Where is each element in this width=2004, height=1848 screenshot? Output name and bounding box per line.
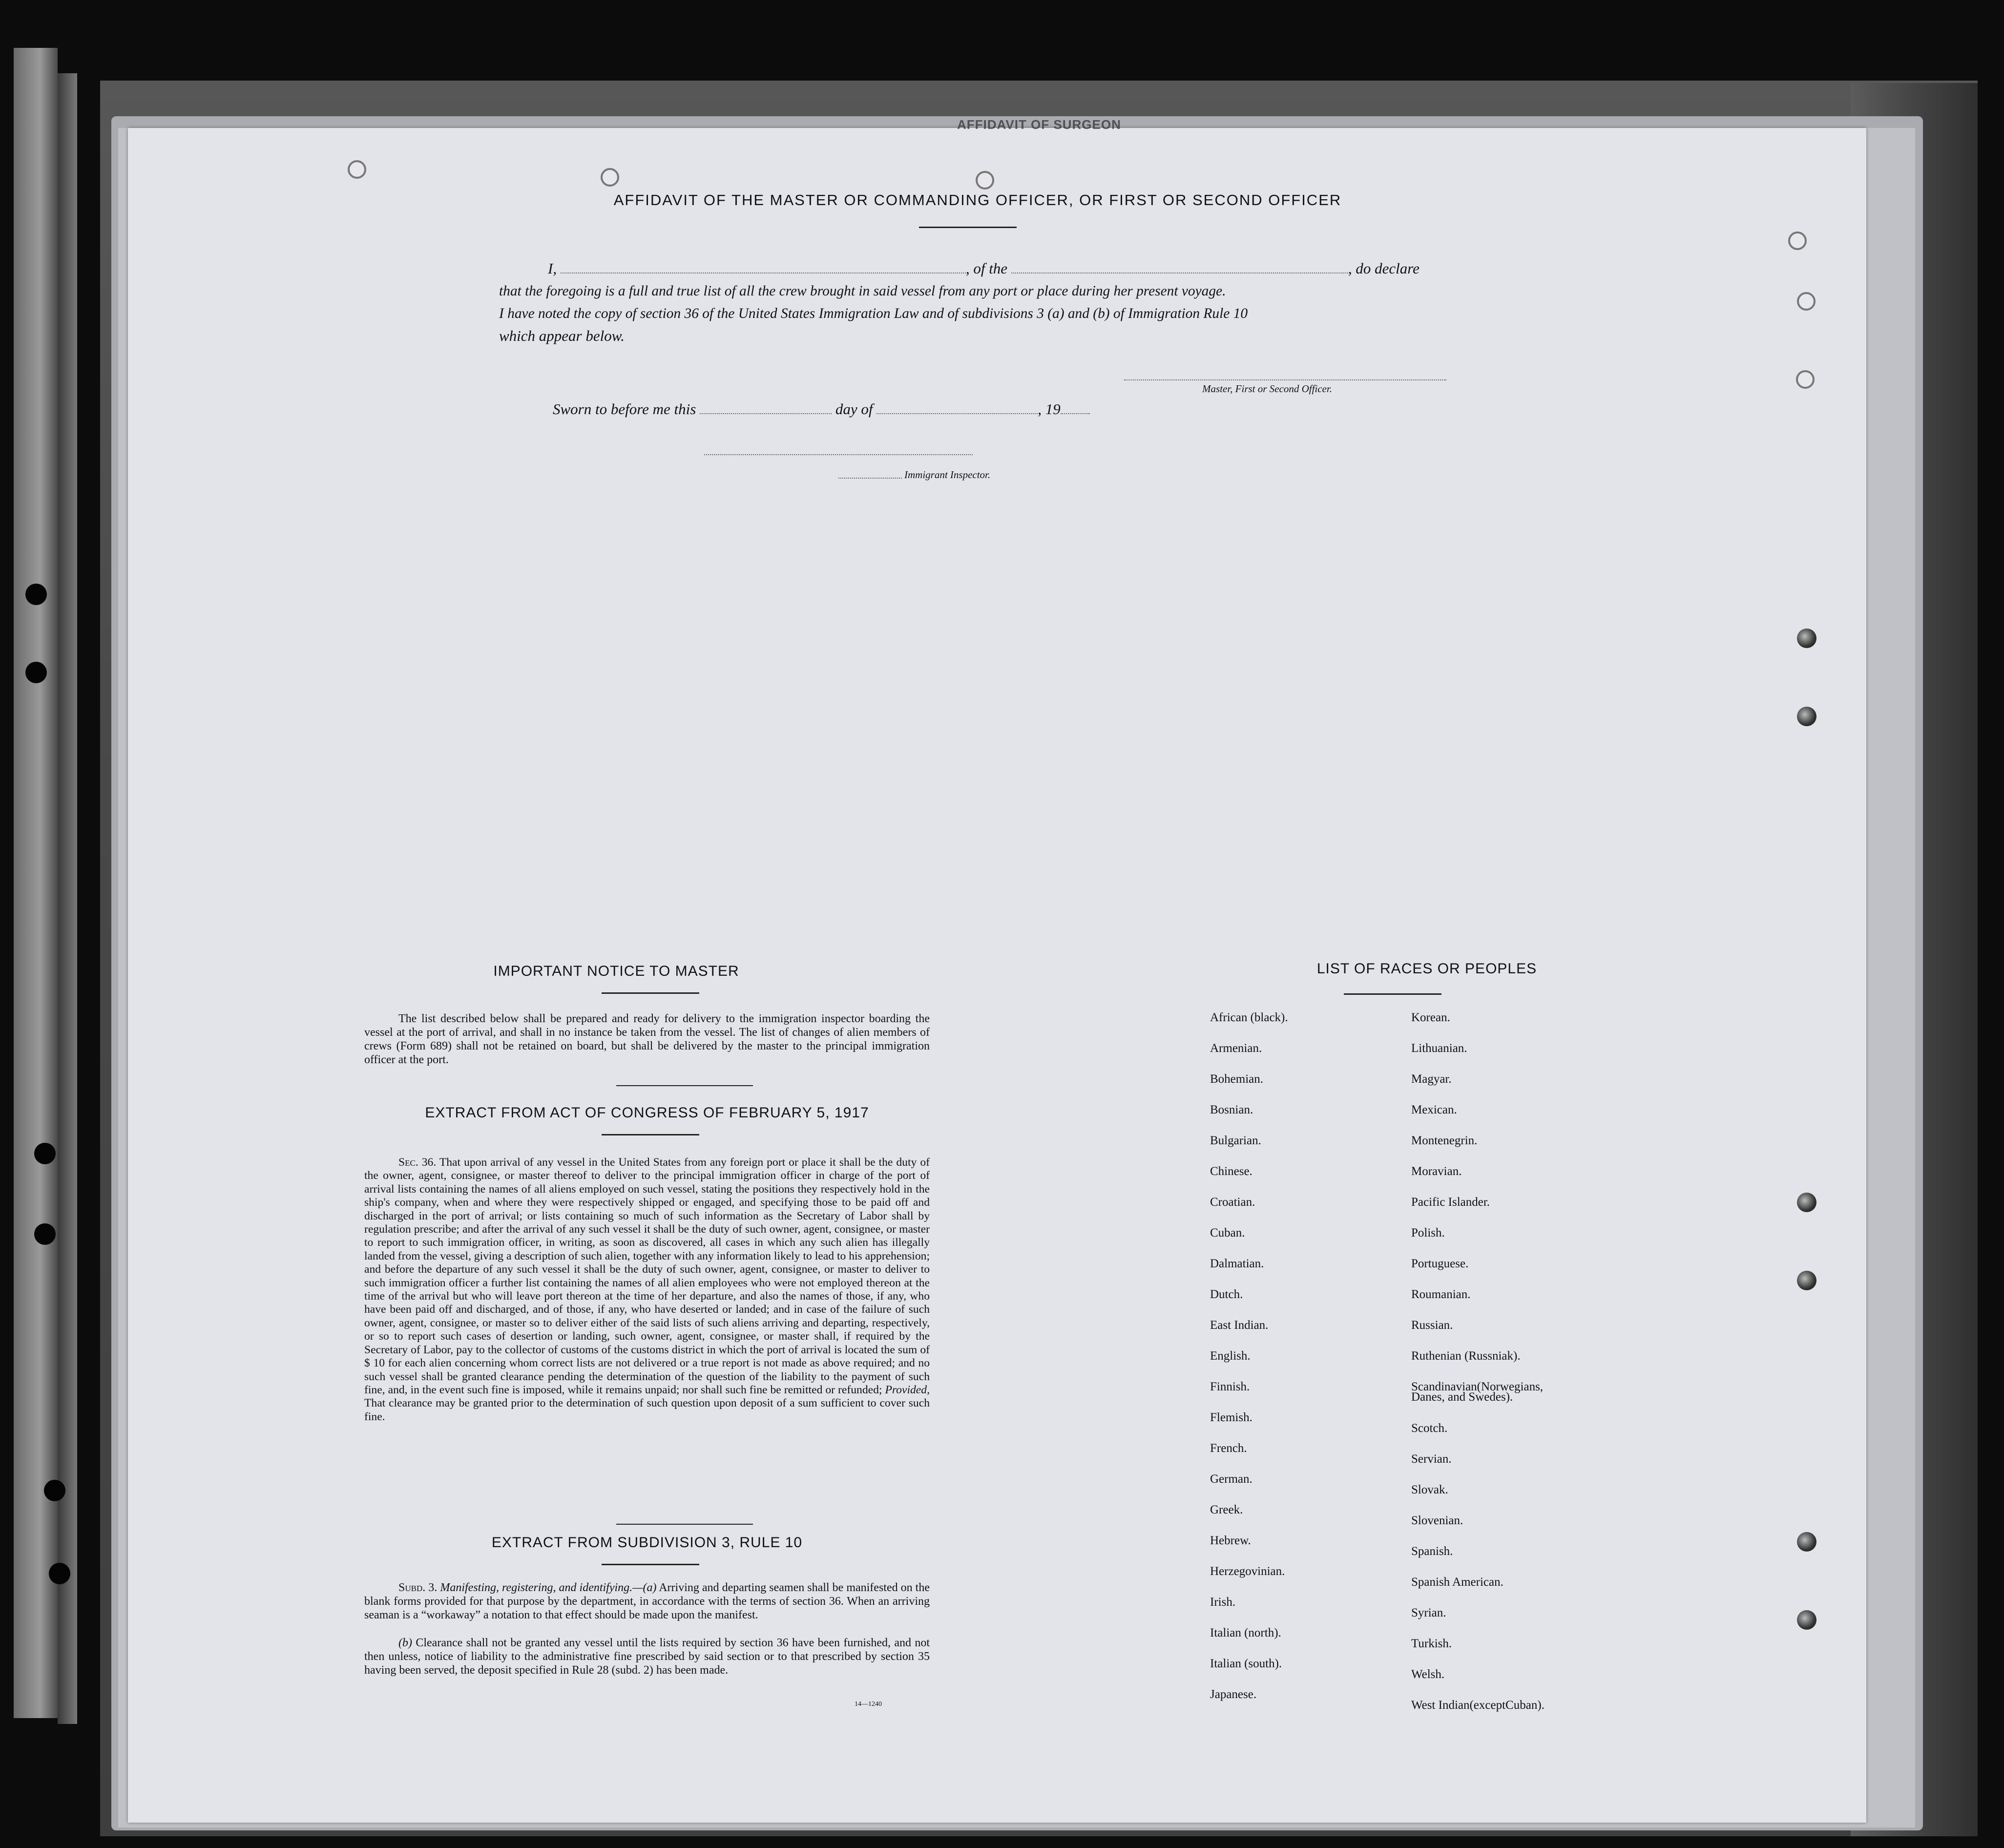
rule-subd-italic: Manifesting, registering, and identifying.—(a) [440, 1581, 657, 1594]
rule-b-text [364, 1636, 930, 1677]
race-item: Dalmatian. [1210, 1257, 1264, 1270]
race-item: Slovak. [1411, 1483, 1448, 1496]
race-item: Chinese. [1210, 1165, 1252, 1178]
affidavit-of-the: , of the [965, 260, 1008, 277]
rivet-icon [1797, 1193, 1816, 1212]
sworn-year-blank [1061, 413, 1090, 414]
inspector-label-lead [838, 478, 902, 479]
rule-subd-text [364, 1581, 930, 1622]
rule-b-body: Clearance shall not be granted any vessel until the lists required by section 36 have been furnished, and not then unless, notice of liability to the administrative fine prescribed by said section or to that prescribed by section 35 having been served, the deposit specified in Rule 28 (subd. 2) has been made. [364, 1637, 930, 1677]
act-section-text: That upon arrival of any vessel in the United States from any foreign port or place it shall be the duty of the owner, agent, consignee, or master thereof to deliver to the principal immigration officer in charge of the port of arrival lists containing the names of all aliens employed on such vessel, stating the positions they respectively hold in the ship's company, when and where they were respectively shipped or engaged, and specifying those to be paid off and discharged in the port of arrival; or lists containing so much of such information as the Secretary of Labor shall by regulation prescribe; and after the arrival of any such vessel it shall be the duty of such owner, agent, consignee, or master to report to such immigration officer, in writing, as soon as discovered, all cases in which any such alien has illegally landed from the vessel, giving a description of such alien, together with any information likely to lead to his apprehension; and before the departure of any such vessel it shall be the duty of such owner, agent, consignee, or master to deliver to such immigration officer a further list containing the names of all alien employees who were not employed thereon at the time of the arrival but who will leave port thereon at the time of her departure, and also the names of those, if any, who have been paid off and discharged, and of those, if any, who have deserted or landed; and in case of the failure of such owner, agent, consignee, or master so to deliver either of the said lists of such aliens arriving and departing, respectively, or so to report such cases of desertion or landing, such owner, agent, consignee, or master shall, if required by the Secretary of Labor, pay to the collector of customs of the customs district in which the port of arrival is located the sum of $ 10 for each alien concerning whom correct lists are not delivered or a true report is not made as above required; and no such vessel shall be granted clearance pending the determination of the question of the liability to the payment of such fine, and, in the event such fine is imposed, while it remains unpaid; nor shall such fine be remitted or refunded; [364, 1156, 930, 1396]
notice-divider [602, 992, 699, 994]
sworn-day-blank [700, 413, 832, 414]
adjacent-page-edge [14, 48, 58, 1718]
race-item: Magyar. [1411, 1072, 1452, 1086]
race-item: Montenegrin. [1411, 1134, 1478, 1147]
binding-ring-icon [1788, 231, 1807, 250]
affidavit-body [499, 257, 1466, 347]
race-item: East Indian. [1210, 1319, 1269, 1332]
affidavit-line-3: I have noted the copy of section 36 of the United States Immigration Law and of subdivisions 3 (a) and (b) of Immigration Rule 10 [499, 306, 1248, 321]
act-divider [602, 1134, 699, 1135]
race-item: Slovenian. [1411, 1514, 1463, 1527]
race-item: Scandinavian(Norwegians, [1411, 1380, 1544, 1393]
notice-text: The list described below shall be prepared and ready for delivery to the immigration inspector boarding the vessel at the port of arrival, and shall in no instance be taken from the vessel. The list of changes of alien members of crews (Form 689) shall not be retained on board, but shall be delivered by the master to the principal immigration officer at the port. [364, 1012, 930, 1066]
punch-hole [34, 1143, 56, 1164]
punch-hole [34, 1223, 56, 1245]
race-item: Spanish American. [1411, 1575, 1503, 1589]
race-item: Korean. [1411, 1011, 1450, 1024]
act-end-rule [616, 1524, 753, 1525]
race-item: Dutch. [1210, 1288, 1243, 1301]
race-item: Polish. [1411, 1226, 1445, 1239]
punch-hole [49, 1563, 70, 1584]
act-provided: Provided, [885, 1383, 930, 1396]
rule-subd-body: Arriving and departing seamen shall be manifested on the blank forms provided for that purpose by the department, in accordance with the terms of section 36. When an arriving seaman is a “workaway” a notation to that effect should be made upon the manifest. [364, 1581, 930, 1621]
race-item: French. [1210, 1442, 1247, 1455]
sworn-text: Sworn to before me this [553, 400, 696, 418]
affidavit-i: I, [548, 260, 557, 277]
race-item: Scotch. [1411, 1422, 1448, 1435]
affidavit-title: AFFIDAVIT OF THE MASTER OR COMMANDING OFFICER, OR FIRST OR SECOND OFFICER [613, 191, 1342, 209]
race-item: African (black). [1210, 1011, 1288, 1024]
act-title: EXTRACT FROM ACT OF CONGRESS OF FEBRUARY 5, 1917 [425, 1105, 869, 1121]
race-item: Bosnian. [1210, 1103, 1253, 1116]
rule-divider [602, 1564, 699, 1565]
binding-ring-icon [1797, 292, 1816, 311]
rivet-icon [1797, 629, 1816, 648]
races-divider [1344, 993, 1441, 995]
race-item: Portuguese. [1411, 1257, 1469, 1270]
notice-title: IMPORTANT NOTICE TO MASTER [493, 963, 739, 979]
signature-line [1124, 379, 1446, 380]
binding-ring-icon [976, 171, 994, 189]
race-item: Italian (south). [1210, 1657, 1282, 1670]
notice-end-rule [616, 1085, 753, 1086]
rivet-icon [1797, 1610, 1816, 1630]
race-item: Herzegovinian. [1210, 1565, 1285, 1578]
top-stamp: AFFIDAVIT OF SURGEON [957, 117, 1121, 132]
affidavit-line-4: which appear below. [499, 327, 625, 344]
race-item: West Indian(exceptCuban). [1411, 1699, 1545, 1712]
race-item: Irish. [1210, 1596, 1236, 1609]
race-item: Servian. [1411, 1452, 1452, 1466]
affidavit-do-declare: , do declare [1348, 260, 1420, 277]
rule-b-label: (b) [398, 1637, 412, 1649]
act-section-label: Sec. 36. [398, 1156, 437, 1169]
rule-subd-label: Subd. 3. [398, 1581, 438, 1594]
race-item: German. [1210, 1472, 1252, 1486]
affidavit-line-1 [499, 257, 1466, 280]
race-item: Mexican. [1411, 1103, 1457, 1116]
affidavit-divider [919, 227, 1017, 228]
rule-title: EXTRACT FROM SUBDIVISION 3, RULE 10 [491, 1534, 803, 1551]
race-item: Turkish. [1411, 1637, 1452, 1650]
race-item: Ruthenian (Russniak). [1411, 1349, 1521, 1363]
punch-hole [25, 584, 47, 605]
rivet-icon [1797, 1271, 1816, 1290]
rivet-icon [1797, 707, 1816, 726]
sworn-day-of: day of [835, 400, 873, 418]
race-item: Welsh. [1411, 1668, 1445, 1681]
form-number: 14—1240 [855, 1701, 882, 1708]
race-item: Lithuanian. [1411, 1042, 1467, 1055]
affidavit-line-2: that the foregoing is a full and true list of all the crew brought in said vessel from any port or place during her present voyage. [499, 283, 1226, 299]
race-item: Bohemian. [1210, 1072, 1264, 1086]
binding-ring-icon [601, 168, 619, 187]
punch-hole [44, 1480, 65, 1501]
race-item: English. [1210, 1349, 1251, 1363]
race-item: Roumanian. [1411, 1288, 1471, 1301]
race-item: Finnish. [1210, 1380, 1250, 1393]
inspector-signature-line [704, 454, 973, 455]
inspector-label: Immigrant Inspector. [904, 469, 991, 481]
rivet-icon [1797, 1532, 1816, 1552]
race-item: Italian (north). [1210, 1626, 1281, 1639]
document-page [128, 128, 1866, 1823]
race-item: Croatian. [1210, 1196, 1255, 1209]
signature-label: Master, First or Second Officer. [1202, 383, 1332, 395]
binding-ring-icon [348, 160, 366, 179]
race-item: Cuban. [1210, 1226, 1245, 1239]
binding-ring-icon [1796, 370, 1815, 389]
race-item: Japanese. [1210, 1688, 1257, 1701]
act-section-end: That clearance may be granted prior to the determination of such question upon deposit of a sum sufficient to cover such fine. [364, 1397, 930, 1423]
act-text [364, 1156, 930, 1424]
race-item: Flemish. [1210, 1411, 1252, 1424]
adjacent-page-edge-2 [58, 73, 77, 1724]
race-item: Spanish. [1411, 1545, 1453, 1558]
race-item: Pacific Islander. [1411, 1196, 1490, 1209]
sworn-year: , 19 [1038, 400, 1061, 418]
sworn-month-blank [877, 413, 1038, 414]
race-item: Bulgarian. [1210, 1134, 1261, 1147]
race-item: Russian. [1411, 1319, 1453, 1332]
race-item: Moravian. [1411, 1165, 1462, 1178]
sworn-line [553, 400, 1090, 418]
races-title: LIST OF RACES OR PEOPLES [1316, 961, 1537, 977]
punch-hole [25, 662, 47, 683]
race-item: Armenian. [1210, 1042, 1262, 1055]
race-item: Greek. [1210, 1503, 1243, 1516]
race-item: Hebrew. [1210, 1534, 1251, 1547]
race-item-continuation: Danes, and Swedes). [1411, 1390, 1513, 1404]
race-item: Syrian. [1411, 1606, 1446, 1619]
